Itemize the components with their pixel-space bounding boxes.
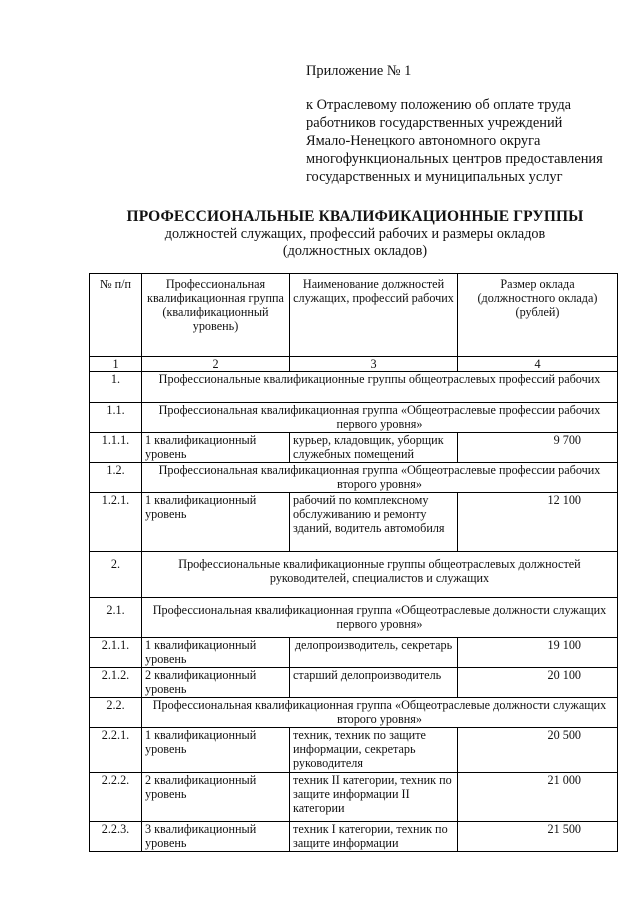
row-position: курьер, кладовщик, уборщик служебных помещений [290,433,458,463]
salary-table [89,273,618,852]
column-number: 2 [142,357,290,372]
header-group: Профессиональная квалификационная группа (квалификационный уровень) [142,274,290,357]
appendix-line: многофункциональных центров предоставления [306,151,603,167]
row-level: 2 квалификационный уровень [142,773,290,822]
row-position: старший делопроизводитель [290,668,458,698]
appendix-line: Ямало-Ненецкого автономного округа [306,133,541,149]
row-salary: 20 100 [458,668,618,698]
row-position: техник, техник по защите информации, секретарь руководителя [290,728,458,773]
table-header-row [90,274,618,357]
table-row [90,638,618,668]
row-position: техник II категории, техник по защите информации II категории [290,773,458,822]
table-row [90,698,618,728]
row-section: Профессиональная квалификационная группа «Общеотраслевые профессии рабочих первого уровня» [142,403,618,433]
appendix-number: Приложение № 1 [306,63,412,79]
row-num: 1.2. [90,463,142,493]
row-num: 1. [90,372,142,403]
header-num: № п/п [90,274,142,357]
row-num: 2.2.1. [90,728,142,773]
table-row [90,668,618,698]
table-row [90,463,618,493]
title-sub: должностей служащих, профессий рабочих и размеры окладов [164,226,546,242]
table-row [90,372,618,403]
header-salary: Размер оклада (должностного оклада) (рублей) [458,274,618,357]
title-sub: (должностных окладов) [282,243,428,259]
table-row [90,773,618,822]
row-num: 2.1. [90,598,142,638]
row-salary: 20 500 [458,728,618,773]
row-salary: 9 700 [458,433,618,463]
row-level: 1 квалификационный уровень [142,638,290,668]
row-num: 2.2.2. [90,773,142,822]
title-main: ПРОФЕССИОНАЛЬНЫЕ КВАЛИФИКАЦИОННЫЕ ГРУППЫ [126,208,584,225]
table-row [90,598,618,638]
row-position: рабочий по комплексному обслуживанию и ремонту зданий, водитель автомобиля [290,493,458,552]
row-level: 1 квалификационный уровень [142,433,290,463]
table-row [90,552,618,598]
row-level: 1 квалификационный уровень [142,493,290,552]
row-position: техник I категории, техник по защите информации [290,822,458,852]
row-level: 3 квалификационный уровень [142,822,290,852]
table-row [90,403,618,433]
row-section: Профессиональная квалификационная группа «Общеотраслевые должности служащих первого уровня» [142,598,618,638]
table-row [90,433,618,463]
row-level: 2 квалификационный уровень [142,668,290,698]
row-salary: 19 100 [458,638,618,668]
column-number: 4 [458,357,618,372]
appendix-block [306,62,626,186]
row-num: 1.2.1. [90,493,142,552]
row-num: 2.2. [90,698,142,728]
row-position: делопроизводитель, секретарь [290,638,458,668]
row-section: Профессиональная квалификационная группа «Общеотраслевые должности служащих второго уровня» [142,698,618,728]
table-row [90,822,618,852]
header-position: Наименование должностей служащих, профессий рабочих [290,274,458,357]
row-num: 1.1.1. [90,433,142,463]
column-number: 3 [290,357,458,372]
row-section: Профессиональные квалификационные группы общеотраслевых профессий рабочих [142,372,618,403]
row-salary: 12 100 [458,493,618,552]
row-num: 2.1.2. [90,668,142,698]
document-title [100,208,610,260]
row-section: Профессиональная квалификационная группа «Общеотраслевые профессии рабочих второго уровня» [142,463,618,493]
row-num: 2.2.3. [90,822,142,852]
table-row [90,728,618,773]
appendix-line: работников государственных учреждений [306,115,563,131]
row-salary: 21 000 [458,773,618,822]
row-num: 2.1.1. [90,638,142,668]
appendix-line: государственных и муниципальных услуг [306,169,563,185]
table-row [90,493,618,552]
row-section: Профессиональные квалификационные группы общеотраслевых должностей руководителей, специалистов и служащих [142,552,618,598]
appendix-line: к Отраслевому положению об оплате труда [306,97,572,113]
row-num: 2. [90,552,142,598]
row-num: 1.1. [90,403,142,433]
column-number: 1 [90,357,142,372]
row-salary: 21 500 [458,822,618,852]
column-number-row [90,357,618,372]
row-level: 1 квалификационный уровень [142,728,290,773]
